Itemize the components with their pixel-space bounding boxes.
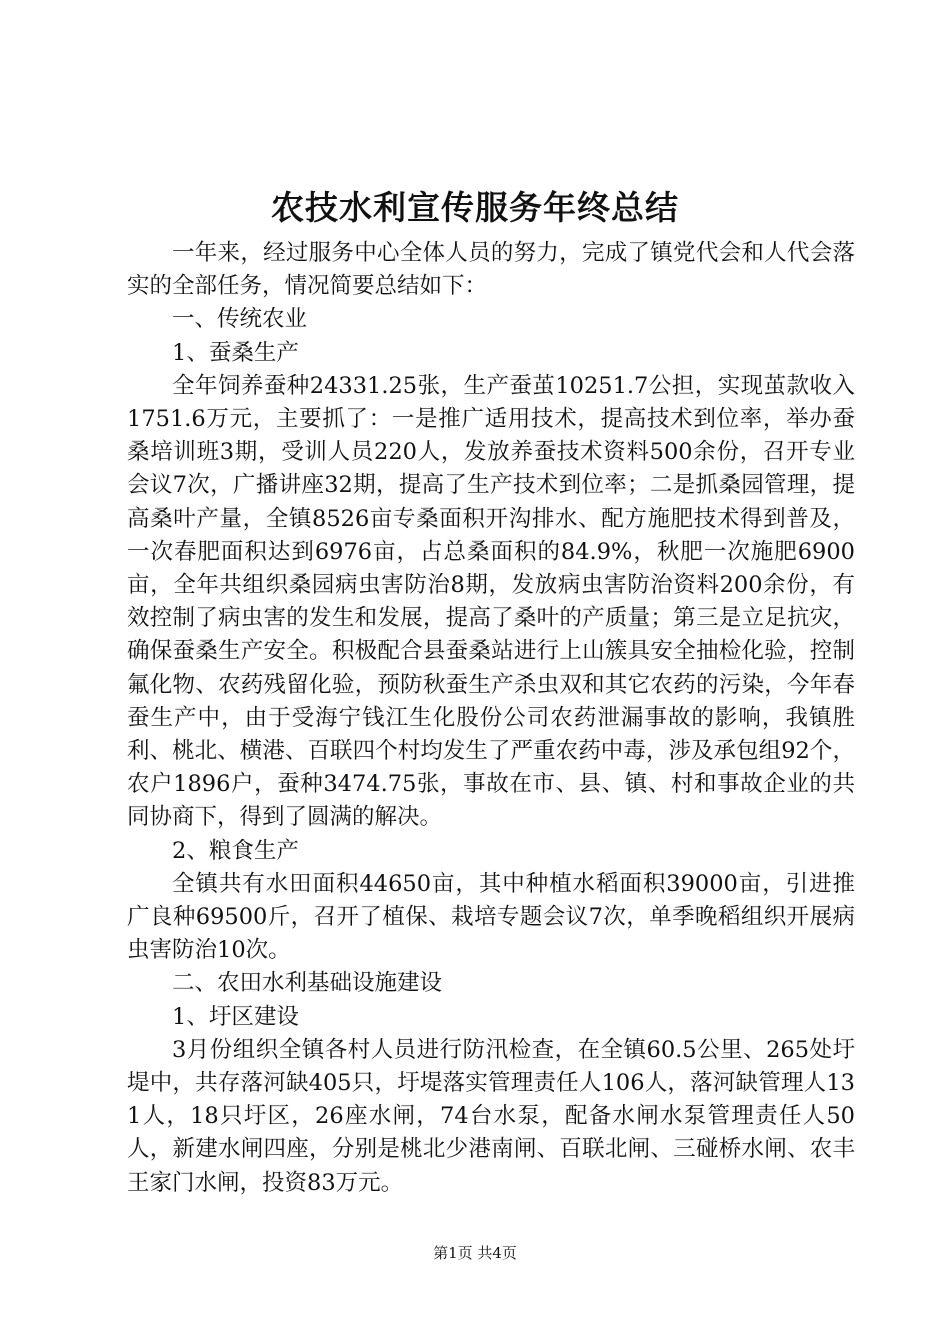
subsection-heading-grain: 2、粮食生产	[172, 837, 299, 864]
document-body	[127, 237, 855, 1200]
sericulture-paragraph: 全年饲养蚕种24331.25张，生产蚕茧10251.7公担，实现茧款收入1751.6万元，主要抓了：一是推广适用技术，提高技术到位率，举办蚕桑培训班3期，受训人员220人，发放养蚕技术资料500余份，召开专业会议7次，广播讲座32期，提高了生产技术到位率；二是抓桑园管理，提高桑叶产量，全镇8526亩专桑面积开沟排水、配方施肥技术得到普及，一次春肥面积达到6976亩，占总桑面积的84.9%，秋肥一次施肥6900亩，全年共组织桑园病虫害防治8期，发放病虫害防治资料200余份，有效控制了病虫害的发生和发展，提高了桑叶的产质量；第三是立足抗灾，确保蚕桑生产安全。积极配合县蚕桑站进行上山簇具安全抽检化验，控制氟化物、农药残留化验，预防秋蚕生产杀虫双和其它农药的污染，今年春蚕生产中，由于受海宁钱江生化股份公司农药泄漏事故的影响，我镇胜利、桃北、横港、百联四个村均发生了严重农药中毒，涉及承包组92个，农户1896户，蚕种3474.75张，事故在市、县、镇、村和事故企业的共同协商下，得到了圆满的解决。	[127, 372, 855, 831]
page-number-footer: 第1页 共4页	[433, 1244, 517, 1262]
grain-paragraph: 全镇共有水田面积44650亩，其中种植水稻面积39000亩，引进推广良种69500斤，召开了植保、栽培专题会议7次，单季晚稻组织开展病虫害防治10次。	[127, 870, 855, 964]
document-title: 农技水利宣传服务年终总结	[271, 188, 679, 227]
subsection-heading-polder: 1、圩区建设	[172, 1003, 299, 1030]
polder-paragraph: 3月份组织全镇各村人员进行防汛检查，在全镇60.5公里、265处圩堤中，共存落河缺405只，圩堤落实管理责任人106人，落河缺管理人131人，18只圩区，26座水闸，74台水泵，配备水闸水泵管理责任人50人，新建水闸四座，分别是桃北少港南闸、百联北闸、三碰桥水闸、农丰王家门水闸，投资83万元。	[127, 1036, 855, 1196]
subsection-heading-sericulture: 1、蚕桑生产	[172, 339, 299, 366]
section-heading-irrigation: 二、农田水利基础设施建设	[172, 970, 443, 997]
section-heading-traditional-agriculture: 一、传统农业	[172, 306, 308, 333]
intro-paragraph: 一年来，经过服务中心全体人员的努力，完成了镇党代会和人代会落实的全部任务，情况简要总结如下：	[127, 240, 855, 300]
